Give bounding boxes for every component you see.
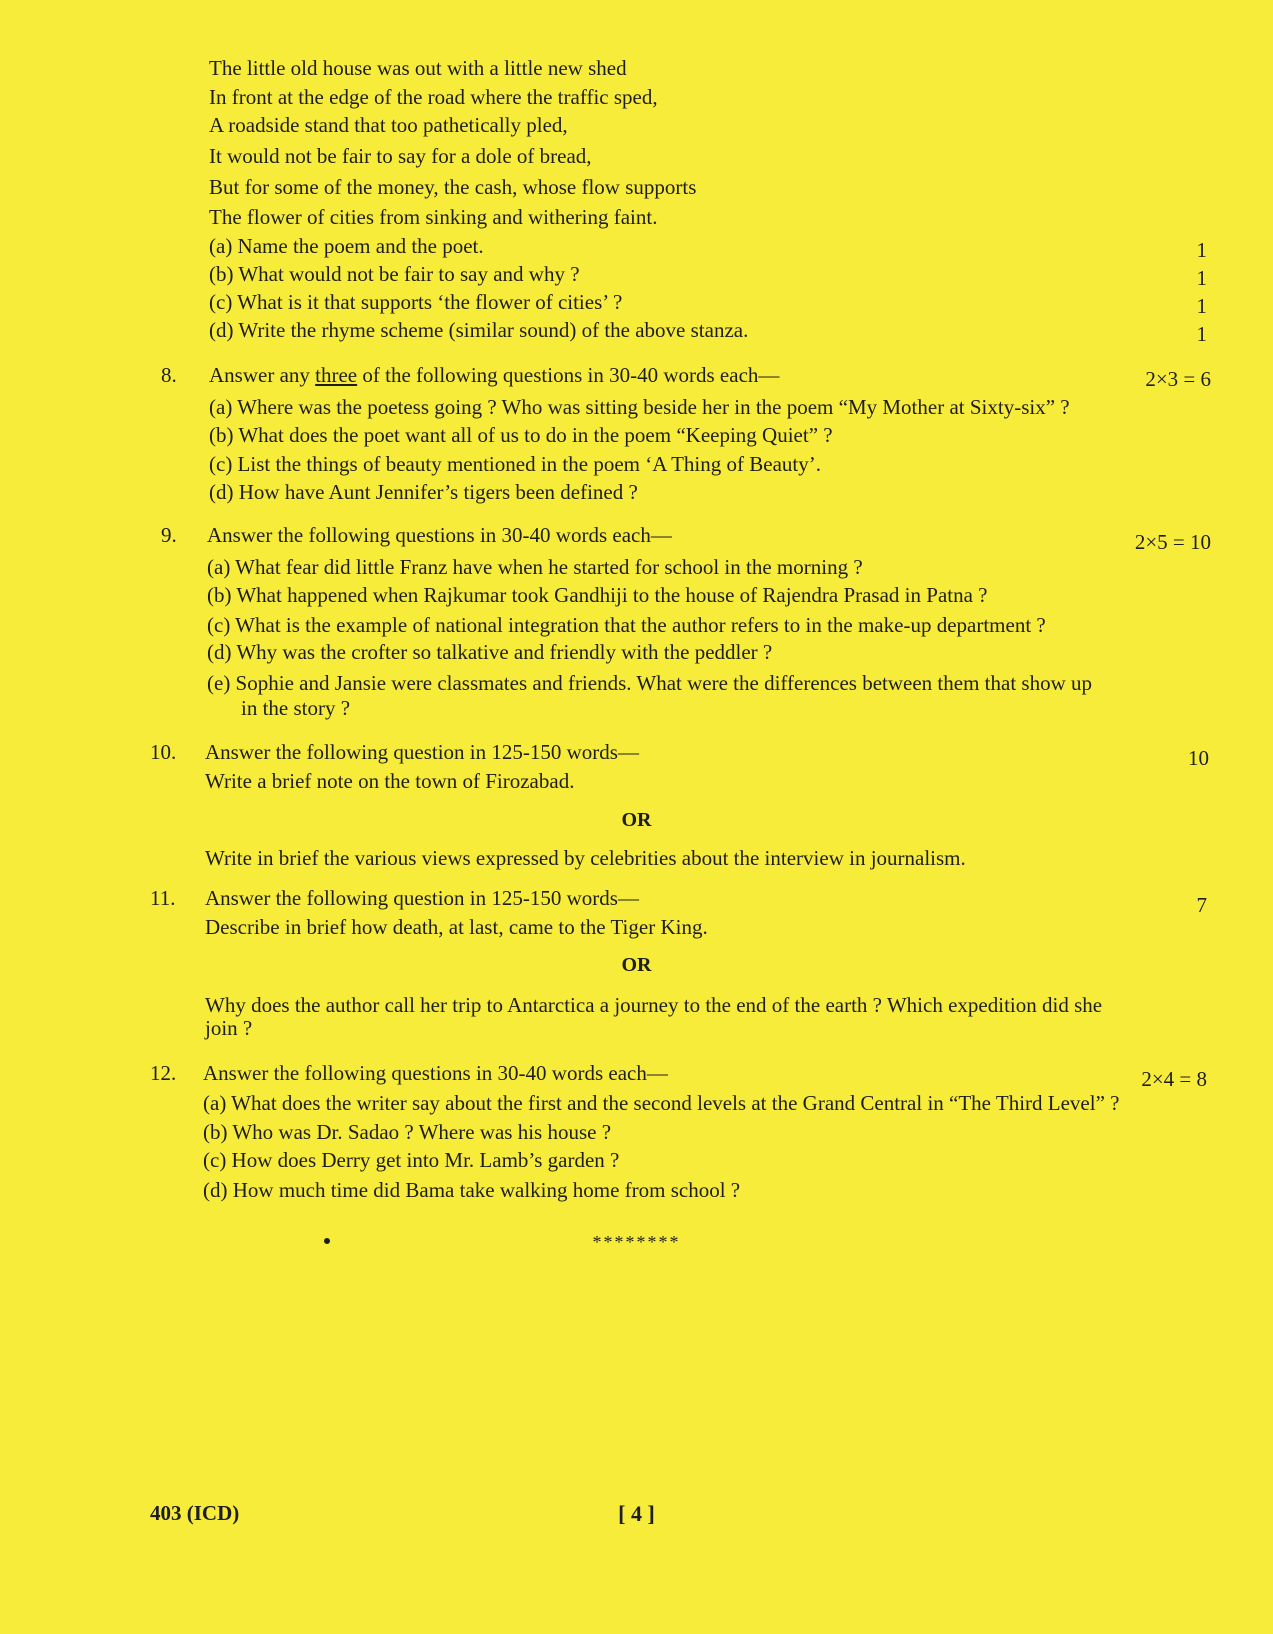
q9-part-e-cont: in the story ? (241, 696, 351, 720)
q8-part-b: (b) What does the poet want all of us to do in the poem “Keeping Quiet” ? (209, 423, 833, 447)
q11-alternative-2: join ? (205, 1016, 253, 1040)
q10-question: Write a brief note on the town of Firozabad. (205, 769, 575, 793)
q10-marks: 10 (1188, 746, 1209, 770)
q11-number: 11. (150, 886, 176, 910)
poem-line-1: The little old house was out with a little new shed (209, 56, 627, 80)
poem-question-c-marks: 1 (1196, 294, 1207, 318)
q12-part-a: (a) What does the writer say about the first and the second levels at the Grand Central in “The Third Level” ? (203, 1091, 1120, 1115)
q8-part-d: (d) How have Aunt Jennifer’s tigers been defined ? (209, 480, 638, 504)
q8-part-c: (c) List the things of beauty mentioned in the poem ‘A Thing of Beauty’. (209, 452, 821, 476)
q8-stem-post: of the following questions in 30-40 words each— (357, 363, 780, 387)
q8-stem (209, 363, 779, 387)
poem-question-c: (c) What is it that supports ‘the flower of cities’ ? (209, 290, 623, 314)
q9-part-e: (e) Sophie and Jansie were classmates and friends. What were the differences between them that show up (207, 671, 1092, 695)
q8-marks: 2×3 = 6 (1145, 367, 1211, 391)
q11-stem: Answer the following question in 125-150 words— (205, 886, 639, 910)
poem-question-a: (a) Name the poem and the poet. (209, 234, 484, 258)
q12-marks: 2×4 = 8 (1141, 1067, 1207, 1091)
q11-question: Describe in brief how death, at last, came to the Tiger King. (205, 915, 708, 939)
q9-stem: Answer the following questions in 30-40 words each— (207, 523, 672, 547)
q11-marks: 7 (1196, 893, 1207, 917)
poem-question-d-marks: 1 (1196, 322, 1207, 346)
q12-part-c: (c) How does Derry get into Mr. Lamb’s garden ? (203, 1148, 620, 1172)
q10-number: 10. (150, 740, 177, 764)
poem-question-b: (b) What would not be fair to say and why ? (209, 262, 580, 286)
q9-part-c: (c) What is the example of national integration that the author refers to in the make-up department ? (207, 613, 1046, 637)
q12-stem: Answer the following questions in 30-40 words each— (203, 1061, 668, 1085)
q9-part-d: (d) Why was the crofter so talkative and friendly with the peddler ? (207, 640, 773, 664)
poem-line-6: The flower of cities from sinking and withering faint. (209, 205, 658, 229)
page-number: [ 4 ] (618, 1501, 655, 1526)
q8-number: 8. (161, 363, 177, 387)
q9-marks: 2×5 = 10 (1134, 530, 1211, 554)
poem-line-3: A roadside stand that too pathetically pled, (209, 113, 568, 137)
q10-alternative: Write in brief the various views expressed by celebrities about the interview in journalism. (205, 846, 966, 870)
q12-part-d: (d) How much time did Bama take walking home from school ? (203, 1178, 741, 1202)
q8-stem-underlined: three (315, 363, 358, 387)
q9-number: 9. (161, 523, 177, 547)
q8-part-a: (a) Where was the poetess going ? Who was sitting beside her in the poem “My Mother at Sixty-six” ? (209, 395, 1070, 419)
q10-stem: Answer the following question in 125-150 words— (205, 740, 639, 764)
q9-part-b: (b) What happened when Rajkumar took Gandhiji to the house of Rajendra Prasad in Patna ? (207, 583, 988, 607)
end-marker: ******** (592, 1232, 681, 1252)
poem-question-d: (d) Write the rhyme scheme (similar sound) of the above stanza. (209, 318, 749, 342)
q12-number: 12. (150, 1061, 177, 1085)
poem-line-5: But for some of the money, the cash, whose flow supports (209, 175, 697, 199)
poem-line-4: It would not be fair to say for a dole of bread, (209, 144, 592, 168)
q10-or: OR (621, 809, 652, 831)
poem-line-2: In front at the edge of the road where the traffic sped, (209, 85, 658, 109)
poem-question-a-marks: 1 (1196, 238, 1207, 262)
q11-or: OR (621, 954, 652, 976)
poem-question-b-marks: 1 (1196, 266, 1207, 290)
q9-part-a: (a) What fear did little Franz have when he started for school in the morning ? (207, 555, 863, 579)
q12-part-b: (b) Who was Dr. Sadao ? Where was his house ? (203, 1120, 612, 1144)
q8-stem-pre: Answer any (209, 363, 316, 387)
paper-code: 403 (ICD) (150, 1501, 240, 1525)
q11-alternative-1: Why does the author call her trip to Antarctica a journey to the end of the earth ? Which expedition did she (205, 993, 1103, 1017)
